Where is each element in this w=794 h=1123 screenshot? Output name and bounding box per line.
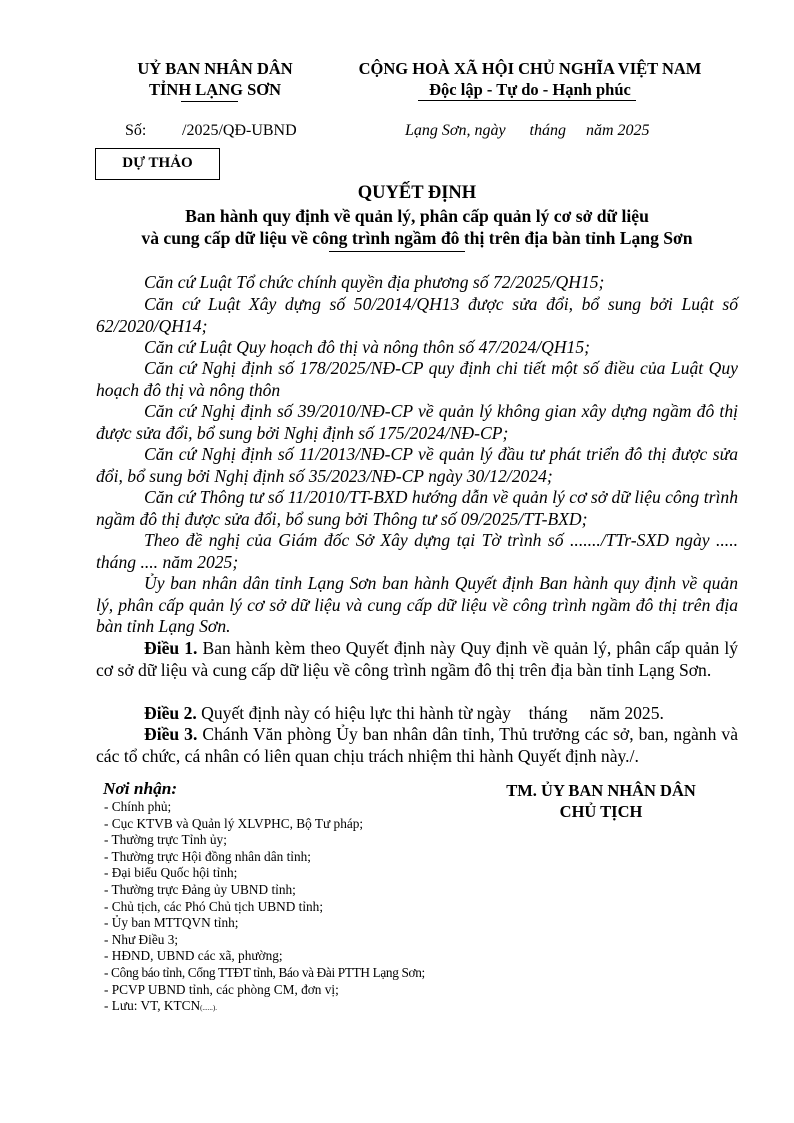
list-item: - Chính phủ; [104,799,172,814]
signature-line1: TM. ỦY BAN NHÂN DÂN [506,781,696,800]
list-item: - Ủy ban MTTQVN tỉnh; [104,915,239,931]
decision-subtitle-line2: và cung cấp dữ liệu về công trình ngầm đô thị trên địa bàn tỉnh Lạng Sơn [141,228,693,248]
decision-subtitle-line1: Ban hành quy định về quản lý, phân cấp quản lý cơ sở dữ liệu [185,206,649,226]
issuer-line2: TỈNH LẠNG SƠN [148,80,282,99]
national-motto-block [335,58,725,100]
list-item: - Chủ tịch, các Phó Chủ tịch UBND tỉnh; [104,898,324,914]
legal-basis-6: Căn cứ Nghị định số 11/2013/NĐ-CP về quản lý đầu tư phát triển đô thị được sửa đổi, bổ sung bởi Nghị định số 35/2023/NĐ-CP ngày 30/12/2024; [96,444,738,486]
issuance-statement: Ủy ban nhân dân tỉnh Lạng Sơn ban hành Quyết định Ban hành quy định về quản lý, phân cấp quản lý cơ sở dữ liệu và cung cấp dữ liệu về công trình ngầm đô thị trên địa bàn tỉnh Lạng Sơn. [96,573,738,637]
list-item: - Cục KTVB và Quản lý XLVPHC, Bộ Tư pháp; [104,815,364,831]
list-item: - Như Điều 3; [104,931,179,947]
list-item: - Đại biểu Quốc hội tỉnh; [104,865,238,881]
list-item: - Thường trực Tỉnh ủy; [104,832,227,848]
national-title: CỘNG HOÀ XÃ HỘI CHỦ NGHĨA VIỆT NAM [358,59,702,78]
article-2: Điều 2. Quyết định này có hiệu lực thi hành từ ngày tháng năm 2025. [144,703,664,723]
doc-number: /2025/QĐ-UBND [182,122,297,139]
proposal-basis: Theo đề nghị của Giám đốc Sở Xây dựng tại Tờ trình số ......./TTr-SXD ngày ..... tháng .... năm 2025; [96,530,738,572]
issuer-block [120,58,310,100]
issuer-line1: UỶ BAN NHÂN DÂN [137,59,293,78]
article-1: Điều 1. Ban hành kèm theo Quyết định này Quy định về quản lý, phân cấp quản lý cơ sở dữ liệu và cung cấp dữ liệu về công trình ngầm đô thị trên địa bàn tỉnh Lạng Sơn. [96,638,739,680]
archive-note: (......). [200,1004,218,1013]
list-item: - Thường trực Hội đồng nhân dân tỉnh; [104,848,311,864]
list-item: - HĐND, UBND các xã, phường; [104,948,283,964]
place-date: Lạng Sơn, ngày tháng năm 2025 [405,122,650,139]
title-underline [329,251,465,252]
decision-title: QUYẾT ĐỊNH [357,183,477,203]
draft-stamp: DỰ THẢO [95,148,220,180]
doc-number-label: Số: [125,122,147,139]
signature-line2: CHỦ TỊCH [559,802,643,821]
national-motto: Độc lập - Tự do - Hạnh phúc [429,80,631,99]
recipients-title: Nơi nhận: [103,779,178,798]
legal-basis-2: Căn cứ Luật Xây dựng số 50/2014/QH13 được sửa đổi, bổ sung bởi Luật số 62/2020/QH14; [96,294,738,336]
list-item: - Lưu: VT, KTCN(......). [104,998,218,1014]
legal-basis-3: Căn cứ Luật Quy hoạch đô thị và nông thôn số 47/2024/QH15; [144,337,590,357]
legal-basis-4: Căn cứ Nghị định số 178/2025/NĐ-CP quy định chi tiết một số điều của Luật Quy hoạch đô thị và nông thôn [96,358,738,400]
signature-block [494,780,708,822]
list-item: - Thường trực Đảng ủy UBND tỉnh; [104,881,296,897]
recipients-list [104,799,425,1017]
list-item: - PCVP UBND tỉnh, các phòng CM, đơn vị; [104,981,339,997]
list-item: - Công báo tỉnh, Cổng TTĐT tỉnh, Báo và Đài PTTH Lạng Sơn; [104,964,425,980]
article-3: Điều 3. Chánh Văn phòng Ủy ban nhân dân tỉnh, Thủ trưởng các sở, ban, ngành và các tổ chức, cá nhân có liên quan chịu trách nhiệm thi hành Quyết định này./. [96,724,738,766]
issuer-underline [181,101,238,102]
decision-subtitle [96,205,738,249]
legal-basis-5: Căn cứ Nghị định số 39/2010/NĐ-CP về quản lý không gian xây dựng ngầm đô thị được sửa đổi, bổ sung bởi Nghị định số 175/2024/NĐ-CP; [96,401,738,443]
legal-basis-1: Căn cứ Luật Tổ chức chính quyền địa phương số 72/2025/QH15; [144,272,605,292]
legal-basis-7: Căn cứ Thông tư số 11/2010/TT-BXD hướng dẫn về quản lý cơ sở dữ liệu công trình ngầm đô thị được sửa đổi, bổ sung bởi Thông tư số 09/2025/TT-BXD; [96,487,738,529]
motto-underline [418,100,636,101]
